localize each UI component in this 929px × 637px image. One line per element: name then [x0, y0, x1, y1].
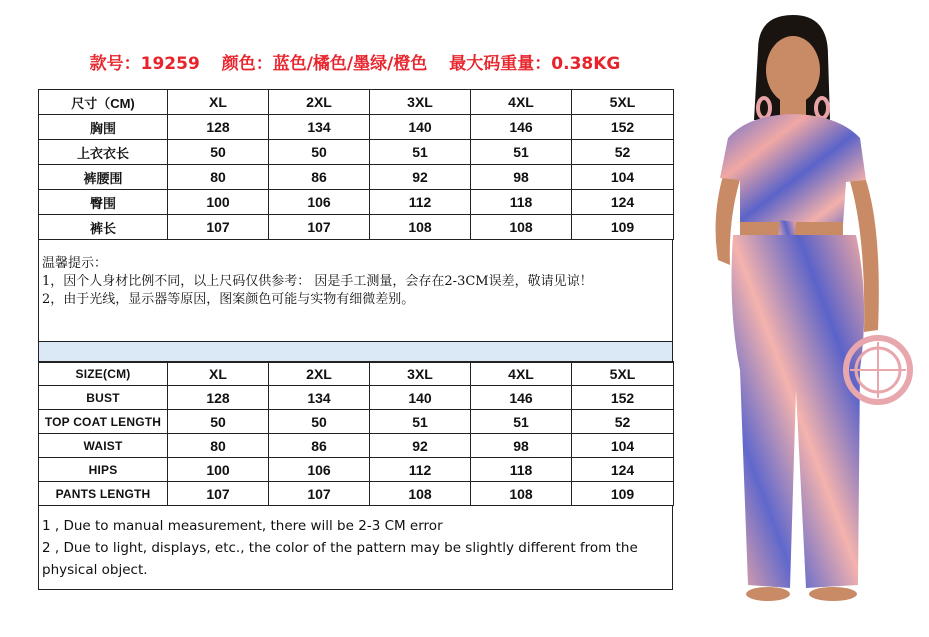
header-cell: 3XL	[370, 90, 471, 115]
table-cell: 128	[168, 115, 269, 140]
table-cell: 106	[269, 190, 370, 215]
table-row	[39, 410, 674, 434]
table-cell: 124	[572, 190, 674, 215]
table-cell: 92	[370, 165, 471, 190]
table-row	[39, 190, 674, 215]
table-cell: 146	[471, 386, 572, 410]
table-cell: 86	[269, 434, 370, 458]
row-label: WAIST	[39, 434, 168, 458]
header-cell: 4XL	[471, 362, 572, 386]
table-cell: 107	[269, 482, 370, 506]
table-cell: 104	[572, 165, 674, 190]
table-row	[39, 140, 674, 165]
color-options: 颜色：蓝色/橘色/墨绿/橙色	[221, 54, 428, 74]
table-row	[39, 165, 674, 190]
table-cell: 108	[370, 482, 471, 506]
row-label: BUST	[39, 386, 168, 410]
row-label: 臀围	[39, 190, 168, 215]
table-cell: 50	[168, 140, 269, 165]
table-cell: 134	[269, 386, 370, 410]
section-divider	[38, 341, 673, 363]
table-cell: 152	[572, 386, 674, 410]
size-chart-chinese	[38, 89, 674, 240]
table-cell: 106	[269, 458, 370, 482]
table-cell: 98	[471, 165, 572, 190]
row-label: HIPS	[39, 458, 168, 482]
row-label: PANTS LENGTH	[39, 482, 168, 506]
header-cell: 4XL	[471, 90, 572, 115]
table-cell: 124	[572, 458, 674, 482]
row-label: 裤腰围	[39, 165, 168, 190]
table-cell: 51	[370, 410, 471, 434]
table-cell: 80	[168, 165, 269, 190]
row-label: 裤长	[39, 215, 168, 240]
table-cell: 80	[168, 434, 269, 458]
note-line-1: 1，因个人身材比例不同，以上尺码仅供参考： 因是手工测量，会存在2-3CM误差，敬请见谅！	[42, 274, 593, 289]
table-row	[39, 458, 674, 482]
table-cell: 107	[269, 215, 370, 240]
table-cell: 92	[370, 434, 471, 458]
table-row	[39, 386, 674, 410]
table-cell: 98	[471, 434, 572, 458]
table-cell: 152	[572, 115, 674, 140]
table-cell: 112	[370, 190, 471, 215]
table-cell: 109	[572, 482, 674, 506]
table-cell: 140	[370, 115, 471, 140]
table-cell: 51	[471, 140, 572, 165]
english-notes	[38, 505, 673, 590]
header-cell: 3XL	[370, 362, 471, 386]
table-cell: 109	[572, 215, 674, 240]
table-cell: 112	[370, 458, 471, 482]
note-line-1: 1 , Due to manual measurement, there will be 2-3 CM error	[42, 518, 443, 534]
tie-dye-top	[720, 114, 866, 225]
note-line-2: 2，由于光线，显示器等原因，图案颜色可能与实物有细微差别。	[42, 292, 415, 307]
table-cell: 108	[471, 482, 572, 506]
table-header-row	[39, 362, 674, 386]
table-cell: 50	[269, 140, 370, 165]
tie-dye-pants	[732, 235, 865, 588]
table-cell: 100	[168, 458, 269, 482]
header-cell: SIZE(CM)	[39, 362, 168, 386]
face	[766, 36, 820, 104]
header-cell: XL	[168, 362, 269, 386]
note-line-2: 2 , Due to light, displays, etc., the color of the pattern may be slightly different from the physical object.	[42, 540, 638, 578]
style-number: 款号：19259	[89, 54, 200, 74]
header-cell: 尺寸（CM)	[39, 90, 168, 115]
table-cell: 118	[471, 458, 572, 482]
notes-title: 温馨提示：	[42, 256, 108, 271]
table-cell: 118	[471, 190, 572, 215]
table-cell: 108	[370, 215, 471, 240]
table-cell: 52	[572, 140, 674, 165]
table-cell: 51	[471, 410, 572, 434]
table-row	[39, 434, 674, 458]
table-cell: 104	[572, 434, 674, 458]
table-cell: 107	[168, 215, 269, 240]
table-cell: 52	[572, 410, 674, 434]
table-cell: 140	[370, 386, 471, 410]
row-label: 上衣衣长	[39, 140, 168, 165]
header-cell: 5XL	[572, 90, 674, 115]
max-weight: 最大码重量：0.38KG	[449, 54, 621, 74]
table-cell: 100	[168, 190, 269, 215]
table-cell: 108	[471, 215, 572, 240]
table-cell: 134	[269, 115, 370, 140]
size-chart-english	[38, 361, 674, 506]
chinese-notes	[38, 239, 673, 342]
table-row	[39, 215, 674, 240]
table-cell: 86	[269, 165, 370, 190]
table-cell: 51	[370, 140, 471, 165]
header-cell: 5XL	[572, 362, 674, 386]
row-label: TOP COAT LENGTH	[39, 410, 168, 434]
product-header	[38, 50, 672, 78]
row-label: 胸围	[39, 115, 168, 140]
header-cell: XL	[168, 90, 269, 115]
table-cell: 128	[168, 386, 269, 410]
header-cell: 2XL	[269, 362, 370, 386]
table-row	[39, 482, 674, 506]
model-photo	[688, 10, 920, 630]
table-row	[39, 115, 674, 140]
header-cell: 2XL	[269, 90, 370, 115]
table-cell: 146	[471, 115, 572, 140]
table-cell: 50	[269, 410, 370, 434]
table-header-row	[39, 90, 674, 115]
table-cell: 107	[168, 482, 269, 506]
table-cell: 50	[168, 410, 269, 434]
